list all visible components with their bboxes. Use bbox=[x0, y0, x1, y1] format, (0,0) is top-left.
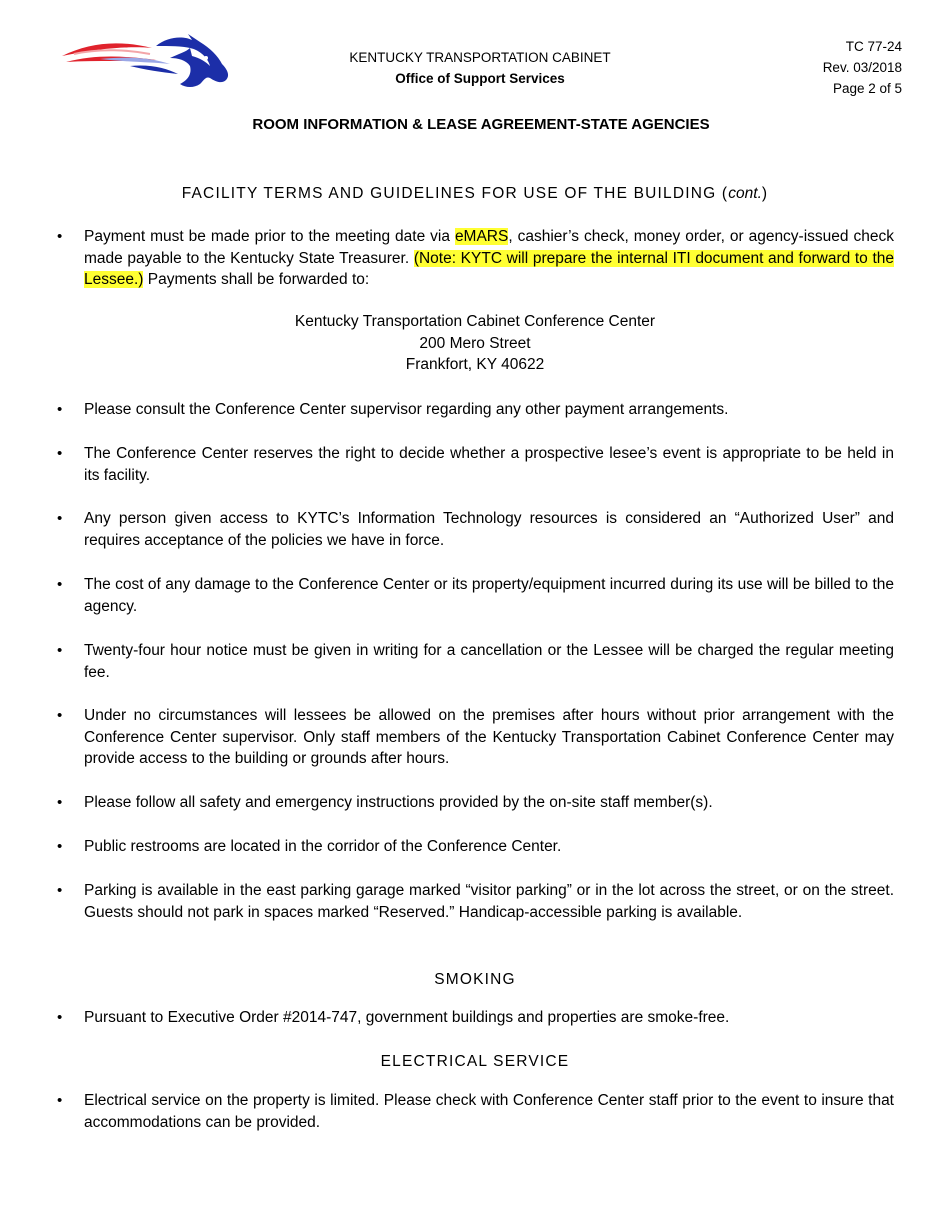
agency-name: KENTUCKY TRANSPORTATION CABINET bbox=[349, 50, 611, 65]
smoking-section-heading: SMOKING bbox=[434, 971, 516, 988]
kytc-horse-logo-icon bbox=[60, 34, 232, 90]
list-item: • Please consult the Conference Center supervisor regarding any other payment arrangements. bbox=[84, 399, 894, 421]
list-item: • Parking is available in the east parking garage marked “visitor parking” or in the lot across the street, or on the street. Guests should not park in spaces marked “Reserved.” Handicap-accessible parking is available. bbox=[84, 880, 894, 923]
emars-highlight: eMARS bbox=[454, 228, 509, 245]
list-item: • Under no circumstances will lessees be allowed on the premises after hours without prior arrangement with the Conference Center supervisor. Only staff members of the Kentucky Transportation Cabinet Conference Center may provide access to the building or grounds after hours. bbox=[84, 705, 894, 770]
facility-section-heading: FACILITY TERMS AND GUIDELINES FOR USE OF THE BUILDING (cont.) bbox=[181, 185, 769, 202]
note-highlight: (Note: KYTC will prepare the internal ITI document and forward to the Lessee.) bbox=[84, 249, 894, 288]
list-item: • Electrical service on the property is limited. Please check with Conference Center staff prior to the event to insure that accommodations can be provided. bbox=[84, 1090, 894, 1133]
office-name: Office of Support Services bbox=[395, 71, 565, 86]
mailing-address bbox=[56, 311, 894, 376]
payment-item: • Payment must be made prior to the meeting date via eMARS, cashier’s check, money order, or agency-issued check made payable to the Kentucky State Treasurer. (Note: KYTC will prepare the internal ITI document and forward to the Lessee.) Payments shall be forwarded to: bbox=[84, 226, 894, 291]
document-title: ROOM INFORMATION & LEASE AGREEMENT-STATE AGENCIES bbox=[252, 116, 710, 133]
electrical-section-heading: ELECTRICAL SERVICE bbox=[380, 1053, 570, 1070]
address-line: Kentucky Transportation Cabinet Conference Center bbox=[294, 313, 656, 330]
list-item: • Public restrooms are located in the corridor of the Conference Center. bbox=[84, 836, 894, 858]
form-info bbox=[823, 36, 902, 99]
page-number: Page 2 of 5 bbox=[832, 81, 902, 96]
list-item: • The cost of any damage to the Conference Center or its property/equipment incurred during its use will be billed to the agency. bbox=[84, 574, 894, 617]
list-item: • The Conference Center reserves the right to decide whether a prospective lesee’s event is appropriate to be held in its facility. bbox=[84, 443, 894, 486]
list-item: • Please follow all safety and emergency instructions provided by the on-site staff member(s). bbox=[84, 792, 894, 814]
list-item: • Pursuant to Executive Order #2014-747, government buildings and properties are smoke-free. bbox=[84, 1007, 894, 1029]
revision-date: Rev. 03/2018 bbox=[822, 60, 902, 75]
list-item: • Twenty-four hour notice must be given in writing for a cancellation or the Lessee will be charged the regular meeting fee. bbox=[84, 640, 894, 683]
address-line: 200 Mero Street bbox=[419, 334, 531, 352]
form-number: TC 77-24 bbox=[845, 39, 902, 54]
list-item: • Any person given access to KYTC’s Information Technology resources is considered an “Authorized User” and requires acceptance of the policies we have in force. bbox=[84, 508, 894, 551]
address-line: Frankfort, KY 40622 bbox=[405, 356, 545, 373]
